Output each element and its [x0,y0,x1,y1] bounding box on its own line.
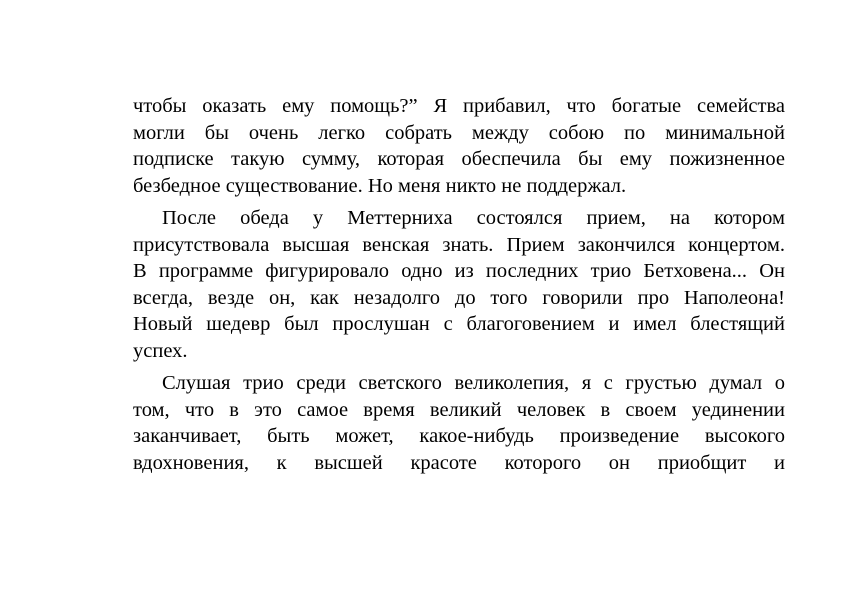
paragraph-3 [133,370,785,476]
text-line: В программе фигурировало одно из последних трио Бетховена... Он [133,260,785,282]
paragraph-2 [133,205,785,364]
text-line: заканчивает, быть может, какое-нибудь произведение высокого [133,425,785,447]
text-line: безбедное существование. Но меня никто не поддержал. [133,174,627,197]
text-line: всегда, везде он, как незадолго до того говорили про Наполеона! [133,286,785,309]
paragraph-1 [133,93,785,199]
text-line: чтобы оказать ему помощь?” Я прибавил, что богатые семейства [133,95,785,117]
body-text [133,93,785,482]
text-line: подписке такую сумму, которая обеспечила бы ему пожизненное [133,148,785,170]
text-line: После обеда у Меттерниха состоялся прием, на котором [162,207,785,229]
text-line: присутствовала высшая венская знать. Прием закончился концертом. [133,233,785,256]
text-line: том, что в это самое время великий человек в своем уединении [133,398,785,421]
text-line: успех. [133,339,188,362]
text-line: могли бы очень легко собрать между собою по минимальной [133,121,785,144]
text-line: Слушая трио среди светского великолепия, я с грустью думал о [162,372,785,394]
text-line: вдохновения, к высшей красоте которого он приобщит и [133,451,785,474]
text-line: Новый шедевр был прослушан с благоговением и имел блестящий [133,313,785,335]
